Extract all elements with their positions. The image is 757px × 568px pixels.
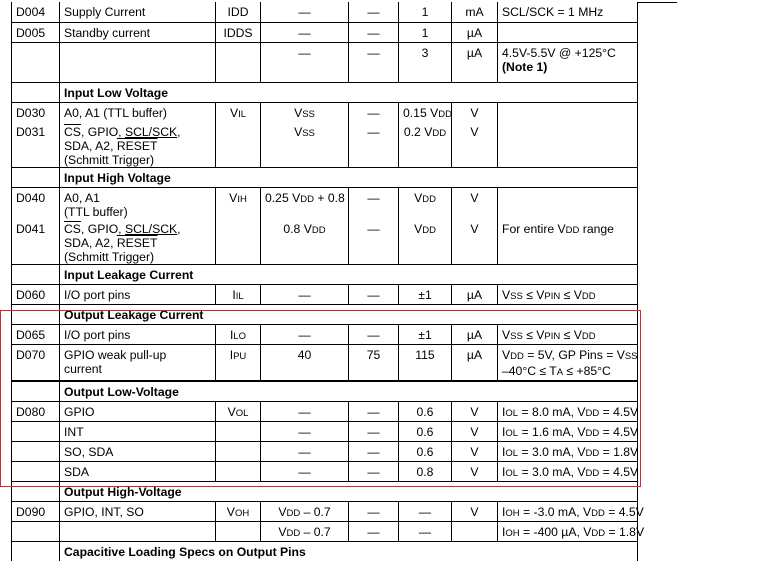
table-top-line	[637, 2, 677, 3]
table-row	[12, 219, 638, 265]
conditions-cell: VSS ≤ VPIN ≤ VDD	[498, 285, 638, 305]
table-row	[12, 421, 638, 441]
max-cell: 0.6	[399, 401, 452, 421]
typ-cell: 75	[349, 345, 399, 382]
max-cell: ±1	[399, 285, 452, 305]
min-cell: VSS	[261, 122, 349, 168]
min-cell: VDD – 0.7	[261, 501, 349, 521]
typ-cell: —	[349, 461, 399, 481]
min-cell: —	[261, 461, 349, 481]
symbol-cell: VOL	[216, 401, 261, 421]
table-row	[12, 22, 638, 42]
table-row	[12, 325, 638, 345]
electrical-spec-table	[11, 2, 645, 561]
conditions-cell	[498, 42, 638, 82]
units-cell: V	[452, 401, 498, 421]
typ-cell: —	[349, 102, 399, 122]
conditions-cell: IOL = 3.0 mA, VDD = 1.8V	[498, 441, 638, 461]
symbol-cell: VIL	[216, 102, 261, 122]
characteristic-cell: A0, A1 (TTL buffer)	[60, 188, 216, 220]
symbol-cell: IDDS	[216, 22, 261, 42]
conditions-cell: IOL = 1.6 mA, VDD = 4.5V	[498, 421, 638, 441]
max-cell: —	[399, 501, 452, 521]
typ-cell: —	[349, 285, 399, 305]
param-cell: D004	[12, 2, 60, 22]
characteristic-cell: $\overline{CS}$, GPIO, SCL/SCK, SDA, A2, RESET (Schmitt Trigger)	[60, 219, 216, 265]
max-cell: 1	[399, 2, 452, 22]
symbol-cell: VOH	[216, 501, 261, 521]
min-cell: —	[261, 401, 349, 421]
characteristic-cell: GPIO, INT, SO	[60, 501, 216, 521]
table-row	[12, 188, 638, 220]
param-cell: D040	[12, 188, 60, 220]
conditions-cell: IOH = -3.0 mA, VDD = 4.5V	[498, 501, 638, 521]
characteristic-cell: GPIO weak pull-up current	[60, 345, 216, 382]
table-row	[12, 122, 638, 168]
units-cell: V	[452, 102, 498, 122]
section-title: Input High Voltage	[60, 168, 638, 188]
conditions-cell: SCL/SCK = 1 MHz	[498, 2, 638, 22]
units-cell: V	[452, 441, 498, 461]
section-title: Input Low Voltage	[60, 82, 638, 102]
param-cell: D030	[12, 102, 60, 122]
param-cell: D090	[12, 501, 60, 521]
characteristic-cell: I/O port pins	[60, 325, 216, 345]
max-cell: 0.8	[399, 461, 452, 481]
max-cell: —	[399, 521, 452, 541]
typ-cell: —	[349, 421, 399, 441]
units-cell: V	[452, 122, 498, 168]
min-cell: —	[261, 421, 349, 441]
characteristic-cell: GPIO	[60, 401, 216, 421]
table-row	[12, 501, 638, 521]
characteristic-cell: INT	[60, 421, 216, 441]
section-header-row	[12, 541, 638, 561]
conditions-cell: For entire VDD range	[498, 219, 638, 265]
max-cell: VDD	[399, 188, 452, 220]
table-row	[12, 461, 638, 481]
table-row	[12, 345, 638, 382]
units-cell: µA	[452, 285, 498, 305]
conditions-cell: IOL = 8.0 mA, VDD = 4.5V	[498, 401, 638, 421]
min-cell: —	[261, 22, 349, 42]
characteristic-cell: $\overline{CS}$, GPIO, SCL/SCK, SDA, A2, RESET (Schmitt Trigger)	[60, 122, 216, 168]
note-ref: (Note 1)	[502, 59, 548, 74]
param-cell: D041	[12, 219, 60, 265]
max-cell: 1	[399, 22, 452, 42]
section-header-row	[12, 305, 638, 325]
conditions-cell: IOH = -400 µA, VDD = 1.8V	[498, 521, 638, 541]
min-cell: 0.8 VDD	[261, 219, 349, 265]
typ-cell: —	[349, 42, 399, 82]
max-cell: 115	[399, 345, 452, 382]
typ-cell: —	[349, 122, 399, 168]
conditions-cell: VSS ≤ VPIN ≤ VDD	[498, 325, 638, 345]
typ-cell: —	[349, 22, 399, 42]
table-row	[12, 2, 638, 22]
max-cell: 0.6	[399, 421, 452, 441]
max-cell: 0.2 VDD	[399, 122, 452, 168]
section-title: Output Low-Voltage	[60, 381, 638, 401]
symbol-cell: IIL	[216, 285, 261, 305]
characteristic-cell: Supply Current	[60, 2, 216, 22]
param-cell: D060	[12, 285, 60, 305]
max-cell: 0.6	[399, 441, 452, 461]
section-header-row	[12, 82, 638, 102]
max-cell: 3	[399, 42, 452, 82]
typ-cell: —	[349, 2, 399, 22]
symbol-cell: IPU	[216, 345, 261, 382]
units-cell: V	[452, 461, 498, 481]
max-cell: 0.15 VDD	[399, 102, 452, 122]
table-row	[12, 401, 638, 421]
typ-cell: —	[349, 521, 399, 541]
page-cut	[0, 563, 757, 568]
section-header-row	[12, 168, 638, 188]
units-cell: mA	[452, 2, 498, 22]
units-cell: V	[452, 188, 498, 220]
section-header-row	[12, 265, 638, 285]
section-title: Output Leakage Current	[60, 305, 638, 325]
units-cell: µA	[452, 325, 498, 345]
min-cell: —	[261, 325, 349, 345]
min-cell: —	[261, 441, 349, 461]
table-row	[12, 42, 638, 82]
max-cell: VDD	[399, 219, 452, 265]
symbol-cell: IDD	[216, 2, 261, 22]
characteristic-cell: A0, A1 (TTL buffer)	[60, 102, 216, 122]
param-cell: D005	[12, 22, 60, 42]
max-cell: ±1	[399, 325, 452, 345]
section-header-row	[12, 481, 638, 501]
conditions-cell: IOL = 3.0 mA, VDD = 4.5V	[498, 461, 638, 481]
min-cell: —	[261, 42, 349, 82]
typ-cell: —	[349, 188, 399, 220]
min-cell: —	[261, 2, 349, 22]
units-cell: µA	[452, 345, 498, 382]
typ-cell: —	[349, 219, 399, 265]
param-cell: D080	[12, 401, 60, 421]
param-cell: D031	[12, 122, 60, 168]
table-row	[12, 441, 638, 461]
typ-cell: —	[349, 501, 399, 521]
table-row	[12, 521, 638, 541]
min-cell: 0.25 VDD + 0.8	[261, 188, 349, 220]
min-cell: VDD – 0.7	[261, 521, 349, 541]
characteristic-cell: SDA	[60, 461, 216, 481]
conditions-cell: VDD = 5V, GP Pins = VSS –40°C ≤ TA ≤ +85°C	[498, 345, 638, 382]
typ-cell: —	[349, 441, 399, 461]
units-cell: µA	[452, 42, 498, 82]
units-cell: V	[452, 421, 498, 441]
typ-cell: —	[349, 401, 399, 421]
section-title: Capacitive Loading Specs on Output Pins	[60, 541, 638, 561]
units-cell: V	[452, 219, 498, 265]
typ-cell: —	[349, 325, 399, 345]
table-row	[12, 285, 638, 305]
characteristic-cell: Standby current	[60, 22, 216, 42]
param-cell: D070	[12, 345, 60, 382]
section-title: Input Leakage Current	[60, 265, 638, 285]
min-cell: —	[261, 285, 349, 305]
min-cell: 40	[261, 345, 349, 382]
characteristic-cell: I/O port pins	[60, 285, 216, 305]
symbol-cell: ILO	[216, 325, 261, 345]
characteristic-cell: SO, SDA	[60, 441, 216, 461]
section-title: Output High-Voltage	[60, 481, 638, 501]
conditions-cell	[498, 22, 638, 42]
units-cell: µA	[452, 22, 498, 42]
section-header-row	[12, 381, 638, 401]
table-row	[12, 102, 638, 122]
param-cell: D065	[12, 325, 60, 345]
condition-line: 4.5V-5.5V @ +125°C	[502, 45, 616, 60]
symbol-cell: VIH	[216, 188, 261, 220]
units-cell: V	[452, 501, 498, 521]
min-cell: VSS	[261, 102, 349, 122]
